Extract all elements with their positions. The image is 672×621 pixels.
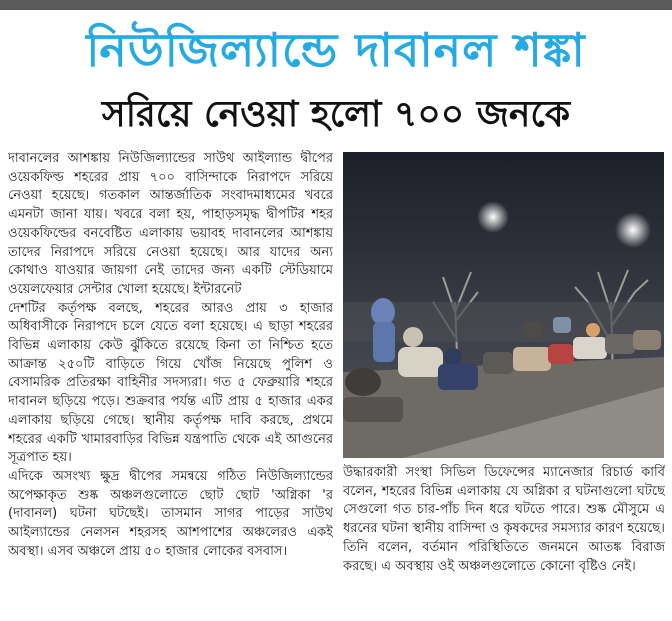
paragraph-4: উদ্ধারকারী সংস্থা সিভিল ডিফেন্সের ম্যানেজার রিচার্ড কার্বি বলেন, শহরের বিভিন্ন এলাকায় যে অগ্নিকা র ঘটনাগুলো ঘটছে সেগুলো গত চার-পাঁচ দিন ধরে ঘটতে পারে। শুষ্ক মৌসুমে এ ধরনের ঘটনা স্থানীয় বাসিন্দা ও কৃষকদের সমস্যার কারণ হয়েছে। xyxy=(343,465,665,537)
paragraph-1: দাবানলের আশঙ্কায় নিউজিল্যান্ডের সাউথ আইল্যান্ড দ্বীপের ওয়েকফিল্ড শহরের প্রায় ৭০০ বাসিন্দাকে নিরাপদে সরিয়ে নেওয়া হয়েছে। গতকাল আন্তর্জাতিক সংবাদমাধ্যমের খবরে এমনটা জানা যায়। খবরে বলা হয়, পাহাড়সমৃদ্ধ দ্বীপটির শহর ওয়েকফিল্ডের বনবেষ্টিত এলাকায় ভয়াবহ দাবানলের আশঙ্কায় তাদের নিরাপদে সরিয়ে নেওয়া হয়েছে। আর যাদের অন্য কোথাও যাওয়ার জায়গা নেই তাদের জন্য একটি স্টেডিয়ামে ওয়েলফেয়ার সেন্টার খোলা হয়েছে। ইন্টারনেট xyxy=(8,151,333,297)
top-rule xyxy=(0,0,672,10)
paragraph-3: এদিকে অসংখ্য ক্ষুদ্র দ্বীপের সমন্বয়ে গঠিত নিউজিল্যান্ডের অপেক্ষাকৃত শুষ্ক অঞ্চলগুলোতে ছোট ছোট 'অগ্নিকা 'র (দাবানল) ঘটনা ঘটছেই। তাসমান সাগর পাড়ের সাউথ আইল্যান্ডের নেলসন শহরসহ আশপাশের অঞ্চলেরও একই অবস্থা। এসব অঞ্চলে প্রায় ৫০ হাজার লোকের বসবাস। xyxy=(8,468,333,559)
night-scene-image xyxy=(343,152,664,458)
paragraph-2: দেশটির কর্তৃপক্ষ বলছে, শহরের আরও প্রায় ৩ হাজার অধিবাসীকে নিরাপদে চলে যেতে বলা হয়েছে। এ ছাড়া শহরের বিভিন্ন এলাকায় কেউ ঝুঁকিতে রয়েছে কিনা তা নিশ্চিত হতে আক্রান্ত ২৫০টি বাড়িতে গিয়ে খোঁজ নিয়েছে পুলিশ ও বেসামরিক প্রতিরক্ষা বাহিনীর সদস্যরা। গত ৫ ফেব্রুয়ারি শহরে দাবানল ছড়িয়ে পড়ে। শুক্রবার পর্যন্ত এটি প্রায় ৫ হাজার একর এলাকায় ছড়িয়ে গেছে। স্থানীয় কর্তৃপক্ষ দাবি করছে, প্রথমে শহরের একটি খামারবাড়ির বিভিন্ন যন্ত্রপাতি থেকে এই আগুনের সূত্রপাত হয়। xyxy=(8,300,333,466)
article-left-column xyxy=(8,150,333,618)
subheadline: সরিয়ে নেওয়া হলো ৭০০ জনকে xyxy=(101,94,571,135)
headline: নিউজিল্যান্ডে দাবানল শঙ্কা xyxy=(86,23,586,77)
news-photo xyxy=(343,152,664,458)
article-right-column xyxy=(343,464,665,614)
paragraph-5: তিনি বলেন, বর্তমান পরিস্থিতিতে জনমনে আতঙ্ক বিরাজ করছে। এ অবস্থায় ওই অঞ্চলগুলোতে কোনো বৃষ্টিও নেই। xyxy=(343,539,665,574)
